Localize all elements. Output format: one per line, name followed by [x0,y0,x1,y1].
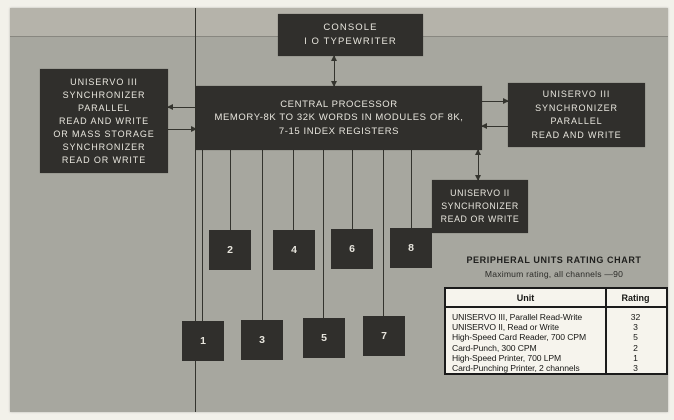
channel-box-3 [241,320,283,360]
uniservo3-synchronizer-box [508,83,645,147]
rating-chart-table [444,287,668,375]
console-line: I O TYPEWRITER [304,36,397,47]
connector-cp-to-left-sync [168,107,196,108]
table-row [446,343,666,353]
connector-left-sync-to-cp [168,129,196,130]
channel-number: 7 [381,330,387,342]
rating-cell: 3 [633,363,638,374]
unit-cell: Card-Punch, 300 CPM [452,342,537,353]
uniservo2-synchronizer-box [432,180,528,233]
table-row [446,332,666,342]
left-sync-line: READ OR WRITE [61,154,147,165]
right-sync-line: SYNCHRONIZER [535,102,618,113]
uniservo3-mass-storage-synchronizer-box [40,69,168,173]
table-header-row [446,289,666,308]
channel-box-7 [363,316,405,356]
connector-channel-3 [262,150,263,320]
table-header-unit: Unit [516,292,535,303]
connector-cp-uniservo2 [478,150,479,180]
right-sync-line: READ AND WRITE [531,129,622,140]
channel-number: 8 [408,242,414,254]
left-sync-line: UNISERVO III [70,76,138,87]
connector-channel-2 [230,150,231,230]
console-line: CONSOLE [323,22,378,33]
rating-chart-title: PERIPHERAL UNITS RATING CHART [466,255,642,265]
table-row [446,353,666,363]
channel-number: 6 [349,243,355,255]
channel-number: 5 [321,332,327,344]
unit-cell: UNISERVO II, Read or Write [452,322,559,333]
central-processor-box [196,86,482,150]
rating-cell: 2 [633,342,638,353]
left-sync-line: READ AND WRITE [58,115,150,126]
table-row [446,363,666,373]
scanned-diagram-photo [10,8,668,412]
channel-box-5 [303,318,345,358]
connector-channel-6 [352,150,353,229]
table-body [446,308,666,373]
left-sync-line: OR MASS STORAGE [53,128,155,139]
right-sync-line: UNISERVO III [542,89,611,99]
cp-line: CENTRAL PROCESSOR [280,98,398,110]
console-io-typewriter-box [278,14,423,56]
cp-line: MEMORY-8K TO 32K WORDS IN MODULES OF 8K, [214,112,464,124]
left-sync-line: SYNCHRONIZER [62,141,146,152]
channel-number: 4 [291,244,297,256]
channel-number: 3 [259,334,265,346]
rating-cell: 3 [633,322,638,333]
cp-line: 7-15 INDEX REGISTERS [278,125,400,137]
channel-box-4 [273,230,315,270]
connector-channel-4 [293,150,294,230]
right-sync-line: PARALLEL [550,116,603,126]
channel-box-8 [390,228,432,268]
table-header-rating: Rating [621,292,650,303]
connector-channel-1 [202,150,203,321]
table-column-divider [605,289,607,373]
unit-cell: High-Speed Card Reader, 700 CPM [452,332,586,343]
u2-sync-line: READ OR WRITE [440,214,520,224]
unit-cell: High-Speed Printer, 700 LPM [452,352,562,363]
rating-cell: 1 [633,352,638,363]
table-row [446,322,666,332]
connector-right-sync-to-cp [482,126,508,127]
u2-sync-line: SYNCHRONIZER [441,201,519,211]
channel-box-1 [182,321,224,361]
u2-sync-line: UNISERVO II [450,188,510,198]
unit-cell: Card-Punching Printer, 2 channels [452,363,580,374]
unit-cell: UNISERVO III, Parallel Read-Write [452,312,583,323]
connector-channel-5 [323,150,324,318]
connector-channel-7 [383,150,384,316]
connector-cp-to-right-sync [482,101,508,102]
table-row [446,312,666,322]
channel-box-6 [331,229,373,269]
channel-box-2 [209,230,251,270]
connector-channel-8 [411,150,412,228]
channel-number: 2 [227,244,233,256]
connector-console-cp [334,56,335,86]
left-sync-line: PARALLEL [77,102,131,113]
channel-number: 1 [200,335,206,347]
rating-cell: 5 [633,332,638,343]
rating-chart-heading [440,255,668,279]
rating-cell: 32 [630,312,641,323]
left-sync-line: SYNCHRONIZER [62,89,146,100]
rating-chart-subtitle: Maximum rating, all channels —90 [484,269,624,279]
